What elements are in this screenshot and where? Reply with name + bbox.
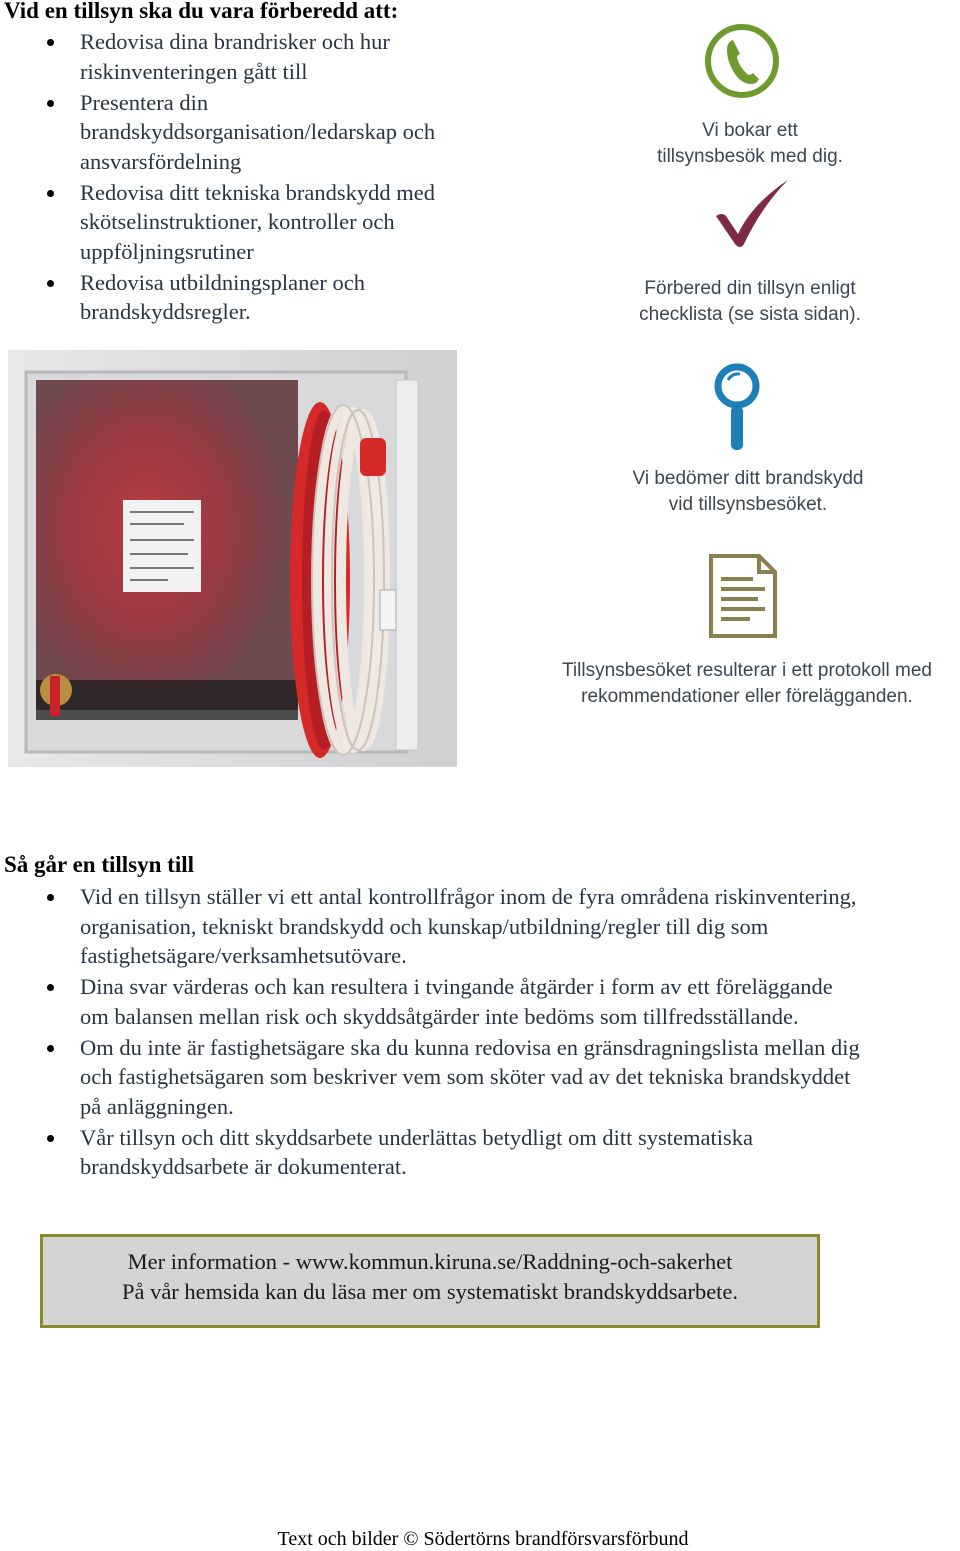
how-heading: Så går en tillsyn till	[4, 852, 194, 877]
list-item-line: Presentera din	[80, 89, 209, 115]
step3-text: Vi bedömer ditt brandskydd vid tillsynsbesöket.	[632, 468, 864, 515]
list-item-line: uppföljningsrutiner	[80, 238, 254, 264]
list-item-line: om balansen mellan risk och skyddsåtgärder inte bedöms som tillfredsställande.	[80, 1003, 799, 1029]
list-item-line: Vår tillsyn och ditt skyddsarbete underlättas betydligt om ditt systematiska	[80, 1124, 754, 1150]
list-item	[4, 972, 960, 1031]
list-item-line: och fastighetsägaren som beskriver vem som sköter vad av det tekniska brandskyddet	[80, 1064, 851, 1089]
phone-icon	[703, 22, 781, 100]
list-item-line: brandskyddsorganisation/ledarskap och	[80, 119, 436, 144]
bullet-icon	[47, 1135, 54, 1142]
magnifier-icon	[712, 362, 762, 454]
list-item-line: ansvarsfördelning	[80, 148, 242, 174]
list-item	[4, 178, 564, 267]
more-info-link[interactable]: Mer information - www.kommun.kiruna.se/Raddning-och-sakerhet	[127, 1249, 733, 1274]
list-item-line: på anläggningen.	[80, 1093, 234, 1119]
fire-hose-cabinet-photo	[8, 350, 457, 767]
more-info-box	[40, 1234, 820, 1328]
list-item-line: organisation, tekniskt brandskydd och kunskap/utbildning/regler till dig som	[80, 913, 769, 939]
bullet-icon	[47, 984, 54, 991]
list-item	[4, 88, 564, 177]
footer-credit: Text och bilder © Södertörns brandförsvarsförbund	[277, 1528, 689, 1550]
prep-list	[4, 27, 564, 328]
how-list	[4, 882, 960, 1183]
bullet-icon	[47, 280, 54, 287]
list-item	[4, 268, 564, 327]
bullet-icon	[47, 190, 54, 197]
list-item-line: skötselinstruktioner, kontroller och	[80, 209, 395, 234]
list-item	[4, 1033, 960, 1122]
list-item	[4, 1123, 960, 1182]
list-item-line: brandskyddsarbete är dokumenterat.	[80, 1154, 407, 1179]
list-item	[4, 882, 960, 971]
list-item-line: fastighetsägare/verksamhetsutövare.	[80, 943, 407, 968]
list-item-line: Vid en tillsyn ställer vi ett antal kontrollfrågor inom de fyra områdena riskinventering,	[80, 884, 857, 909]
list-item-line: brandskyddsregler.	[80, 299, 251, 324]
bullet-icon	[47, 894, 54, 901]
more-info-text: På vår hemsida kan du läsa mer om systematiskt brandskyddsarbete.	[121, 1279, 739, 1304]
step1-text: Vi bokar ett tillsynsbesök med dig.	[657, 120, 843, 167]
list-item-line: Om du inte är fastighetsägare ska du kunna redovisa en gränsdragningslista mellan dig	[80, 1034, 860, 1060]
list-item-line: Redovisa ditt tekniska brandskydd med	[80, 179, 435, 205]
list-item-line: Redovisa dina brandrisker och hur	[80, 29, 390, 54]
list-item-line: Redovisa utbildningsplaner och	[80, 269, 365, 295]
bullet-icon	[47, 39, 54, 46]
checkmark-icon	[712, 178, 792, 250]
list-item-line: riskinventeringen gått till	[80, 58, 308, 84]
bullet-icon	[47, 1045, 54, 1052]
step2-text: Förbered din tillsyn enligt checklista (se sista sidan).	[639, 278, 861, 325]
prep-heading: Vid en tillsyn ska du vara förberedd att:	[4, 0, 399, 23]
list-item	[4, 27, 564, 86]
document-icon	[708, 553, 778, 639]
bullet-icon	[47, 100, 54, 107]
step4-text: Tillsynsbesöket resulterar i ett protokoll med rekommendationer eller förelägganden.	[562, 660, 932, 707]
list-item-line: Dina svar värderas och kan resultera i tvingande åtgärder i form av ett föreläggande	[80, 974, 833, 999]
